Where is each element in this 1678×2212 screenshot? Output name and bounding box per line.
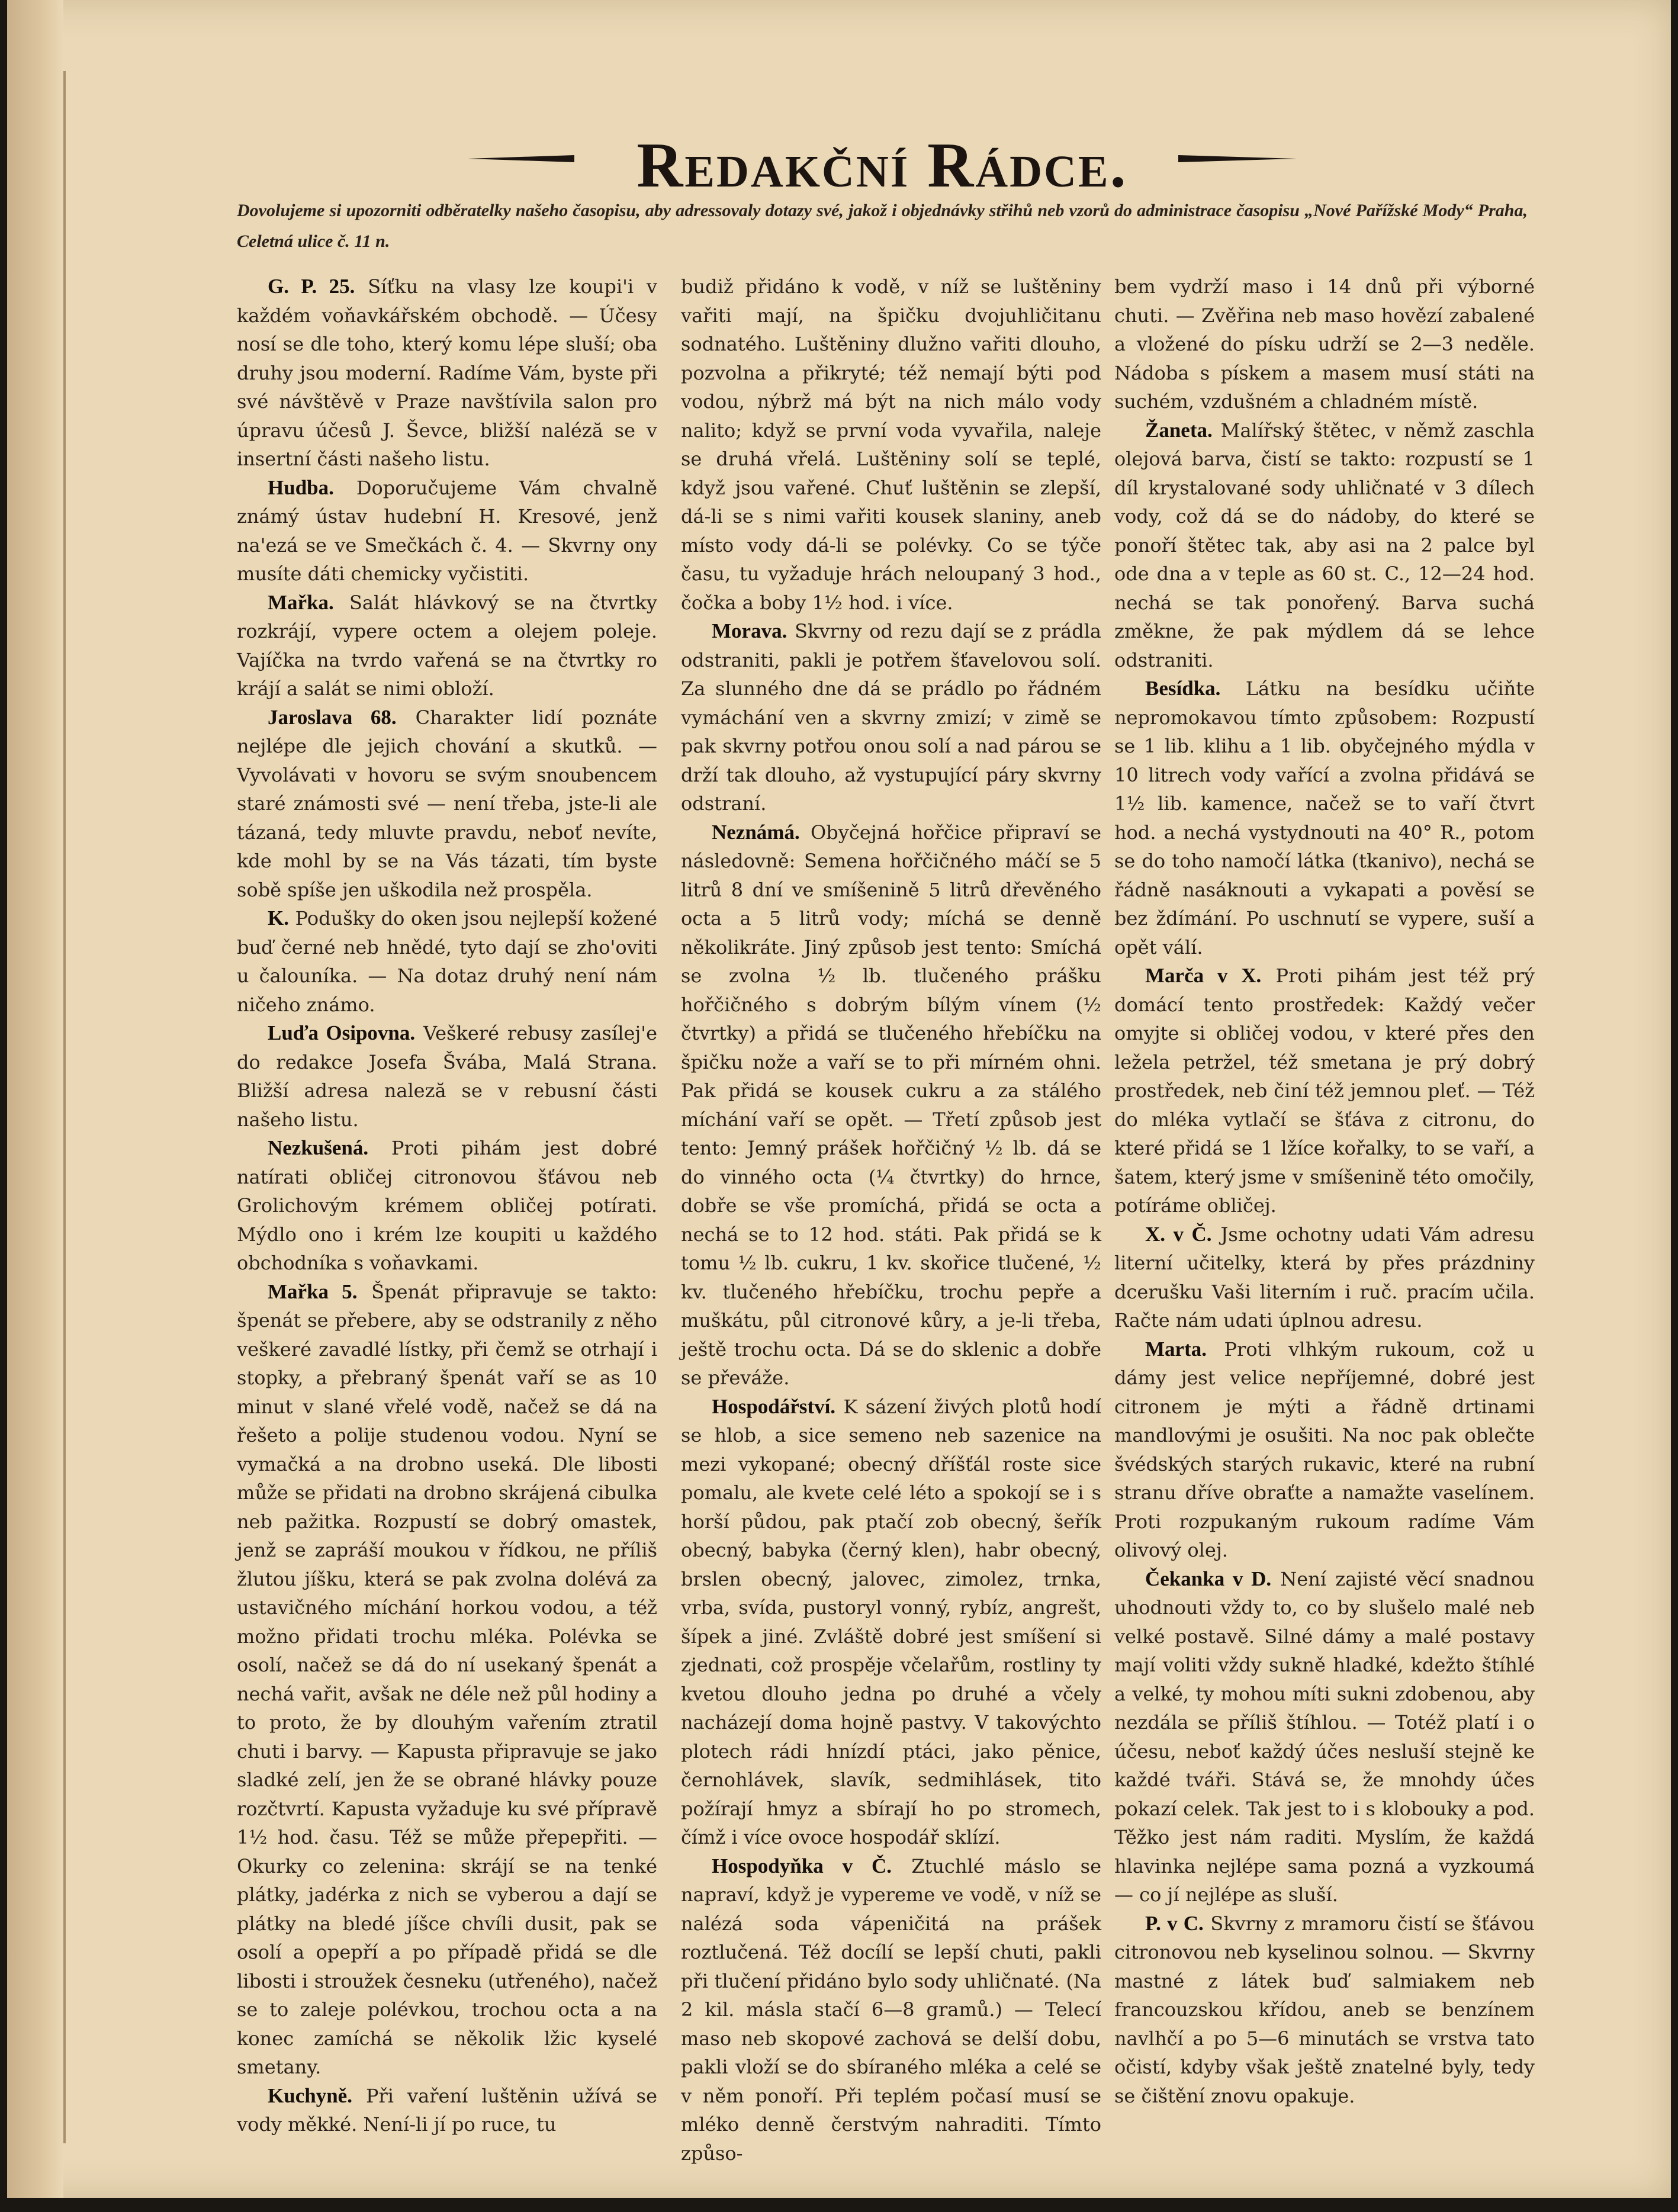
entry-title: P. v C. (1145, 1911, 1204, 1935)
entry-title: Marča v X. (1145, 964, 1262, 987)
entry-title: Čekanka v D. (1145, 1567, 1272, 1590)
column-entry (1114, 272, 1535, 416)
column-entry (681, 1393, 1101, 1852)
entry-title: Nezkušená. (268, 1136, 369, 1159)
entry-text: Malířský štětec, v němž zaschla olejová barva, čistí se takto: rozpustí se 1 díl krystalované sody uhličnaté v 3 dílech vody, což dá se do nádoby, do které se ponoří štětec tak, aby asi na 2 palce byl ode dna a v teple as 60 st. C., 12—24 hod. nechá se tak ponořený. Barva suchá změkne, že pak mýdlem dá se lehce odstraniti. (1114, 419, 1535, 671)
entry-text: Veškeré rebusy zasílej'e do redakce Josefa Švába, Malá Strana. Bližší adresa naleză se v rebusní části našeho listu. (237, 1022, 658, 1131)
column-entry (237, 1019, 657, 1134)
column-entry (237, 589, 657, 703)
spine-edge-line (63, 71, 66, 2143)
entry-text: Jsme ochotny udati Vám adresu literní učitelky, která by přes prázdniny dcerušku Vaši literním i ruč. pracím učila. Račte nám udati úplnou adresu. (1114, 1223, 1535, 1332)
column-entry (681, 617, 1101, 818)
entry-text: Proti pihám jest dobré natírati obličej citronovou šťávou neb Grolichovým krémem obličej potírati. Mýdlo ono i krém lze koupiti u každého obchodníka s voňavkami. (237, 1137, 658, 1274)
entry-title: Mařka 5. (268, 1279, 358, 1303)
entry-title: Marta. (1145, 1337, 1207, 1361)
entry-title: Jaroslava 68. (268, 705, 397, 729)
entry-text: Síťku na vlasy lze koupi'i v každém voňavkářském obchodě. — Účesy nosí se dle toho, který komu lépe sluší; oba druhy jsou moderní. Radíme Vám, byste při své návštěvě v Praze navštívila salon pro úpravu účesů J. Ševce, bližší naléză se v insertní části našeho listu. (237, 275, 658, 470)
column-entry (681, 818, 1101, 1393)
column-entry (681, 1852, 1101, 2168)
entry-text: bem vydrží maso i 14 dnů při výborné chuti. — Zvěřina neb maso hovězí zabalené a vložené do písku udrží se 2—3 neděle. Nádoba s pískem a masem musí státi na suchém, vzdušném a chladném místě. (1114, 275, 1535, 413)
entry-text: Doporučujeme Vám chvalně známý ústav hudební H. Kresové, jenž na'ezá se ve Smečkách č. 4. — Skvrny ony musíte dáti chemicky vyčistiti. (237, 476, 657, 585)
column-entry (237, 474, 657, 589)
subscriber-notice: Dovolujeme si upozorniti odběratelky našeho časopisu, aby adressovaly dotazy své, jakož i objednávky střihů neb vzorů do administrace časopisu „Nové Pařížské Mody“ Praha, Celetná ulice č. 11 n. (237, 201, 1528, 251)
page-title: Redakční Rádce. (637, 130, 1128, 201)
scan-bottom-edge (7, 2198, 1671, 2212)
entry-title: G. P. 25. (268, 275, 355, 298)
entry-text: Obyčejná hořčice připraví se následovně: Semena hořčičného máčí se 5 litrů 8 dní ve smíšenině 5 litrů dřevěného octa a 5 litrů vody; míchá se denně několikráte. Jiný způsob jest tento: Smíchá se zvolna ½ lb. tlučeného prášku hořčičného s dobrým bílým vínem (½ čtvrtky) a přidá se tlučeného hřebíčku na špičku nože a vaří se to při mírném ohni. Pak přidá se kousek cukru a za stálého míchání vaří se opět. — Třetí způsob jest tento: Jemný prášek hořčičný ½ lb. dá se do vinného octa (¼ čtvrtky) do hrnce, dobře se vše promíchá, přidá se octa a nechá se to 12 hod. státi. Pak přidá se k tomu ½ lb. cukru, 1 kv. skořice tlučené, ½ kv. tlučeného hřebíčku, trochu pepře a muškátu, půl citronové kůry, a je-li třeba, ještě trochu octa. Dá se do sklenic a dobře se převáže. (681, 821, 1102, 1389)
entry-title: Luďa Osipovna. (268, 1021, 416, 1044)
entry-text: Salát hlávkový se na čtvrtky rozkrájí, vypere octem a olejem poleje. Vajíčka na tvrdo vařená se na čtvrtky ro krájí a salát se nimi obloží. (237, 591, 658, 700)
column-entry (1114, 1335, 1535, 1565)
column-entry (1114, 1909, 1535, 2111)
column-entry (681, 272, 1101, 617)
column-entry (237, 2082, 657, 2139)
column-entry (237, 703, 657, 905)
text-column-3 (1114, 272, 1535, 2131)
entry-text: Podušky do oken jsou nejlepší kožené buď černé neb hnědé, tyto dají se zho'oviti u čalouníka. — Na dotaz druhý není nám ničeho známo. (237, 907, 658, 1016)
entry-text: K sázení živých plotů hodí se hlob, a sice semeno neb sazenice na mezi vykopané; obecný dříšťál roste sice pomalu, ale kvete celé léto a spokojí se i s horší půdou, pak ptačí zob obecný, šeřík obecný, babyka (černý klen), habr obecný, brslen obecný, jalovec, zimolez, trnka, vrba, svída, pustoryl vonný, rybíz, angrešt, šípek a jiné. Zvláště dobré jest smíšení si zjednati, což prospěje včelařům, rostliny ty kvetou dlouho jedna po druhé a včely nacházejí doma hojně pastvy. V takovýchto plotech rádi hnízdí ptáci, jako pěnice, černohlávek, slavík, sedmihlásek, tito požírají hmyz a sbírají ho po stromech, čímž i více ovoce hospodář sklízí. (681, 1395, 1102, 1848)
entry-title: Žaneta. (1145, 418, 1213, 442)
page-spine (7, 0, 63, 2198)
column-entry (1114, 1565, 1535, 1909)
entry-title: Morava. (712, 619, 787, 642)
entry-title: Mařka. (268, 590, 334, 614)
entry-text: budiž přidáno k vodě, v níž se luštěniny vařiti mají, na špičku dvojuhličitanu sodnatého. Luštěniny dlužno vařiti dlouho, pozvolna a přikryté; též nemají býti pod vodou, nýbrž má být na nich málo vody nalito; když se první voda vyvařila, naleje se druhá vřelá. Luštěniny solí se teplé, když jsou vařené. Chuť luštěnin se zlepší, dá-li se s nimi vařiti kousek slaniny, aneb místo vody dá-li se polévky. Co se týče času, tu vyžaduje hrách neloupaný 3 hod., čočka a boby 1½ hod. i více. (681, 275, 1101, 614)
column-entry (237, 1278, 657, 2082)
entry-text: Skvrny z mramoru čistí se šťávou citronovou neb kyselinou solnou. — Skvrny mastné z látek buď salmiakem neb francouzskou křídou, aneb se benzínem navlhčí a po 5—6 minutách se vrstva tato očistí, kdyby však ještě znatelné byly, tedy se čištění znovu opakuje. (1114, 1912, 1535, 2107)
entry-title: Hospodyňka v Č. (712, 1854, 892, 1877)
column-entry (237, 1134, 657, 1278)
entry-text: Ztuchlé máslo se napraví, když je vypereme ve vodě, v níž se nalézá soda vápeničitá na prášek roztlučená. Též docílí se lepší chuti, pakli při tlučení přidáno bylo sody uhličnaté. (Na 2 kil. másla stačí 6—8 gramů.) — Telecí maso neb skopové zachová se delší dobu, pakli vloží se do sbíraného mléka a celé se v něm ponoří. Při teplém počasí musí se mléko denně čerstvým nahraditi. Tímto způso- (681, 1854, 1102, 2165)
entry-title: K. (268, 906, 289, 930)
entry-title: Hospodářství. (712, 1394, 836, 1418)
entry-text: Skvrny od rezu dají se z prádla odstraniti, pakli je potřem šťavelovou solí. Za slunného dne dá se prádlo po řádném vymáchání ven a skvrny zmizí; v zimě se pak skvrny potřou onou solí a nad párou se drží tak dlouho, až vystupující páry skvrny odstraní. (681, 620, 1101, 815)
column-entry (1114, 962, 1535, 1220)
entry-text: Charakter lidí poznáte nejlépe dle jejich chování a skutků. — Vyvolávati v hovoru se svým snoubencem staré známosti své — není třeba, jste-li ale tázaná, tedy mluvte pravdu, neboť nevíte, kde mohl by se na Vás tázati, tím byste sobě spíše jen uškodila než prospěla. (237, 706, 658, 901)
entry-text: Látku na besídku učiňte nepromokavou tímto způsobem: Rozpustí se 1 lib. klihu a 1 lib. obyčejného mýdla v 10 litrech vody vařící a zvolna přidává se 1½ lib. kamence, načež se to vaří čtvrt hod. a nechá vystydnouti na 40° R., potom se do toho namočí látka (tkanivo), nechá se řádně nasáknouti a vykapati a pověsí se bez ždímání. Po uschnutí se vypere, suší a opět válí. (1114, 677, 1535, 959)
entry-text: Proti pihám jest též prý domácí tento prostředek: Každý večer omyjte si obličej vodou, v které přes den ležela petržel, též smetana je prý dobrý prostředek, neb činí též jemnou pleť. — Též do mléka vytlačí se šťáva z citronu, do které přidá se 1 lžíce kořalky, to se vaří, a šatem, který jsme v smíšenině této omočily, potíráme obličej. (1114, 964, 1535, 1217)
entry-title: Kuchyně. (268, 2084, 352, 2107)
entry-title: X. v Č. (1145, 1222, 1212, 1246)
entry-title: Besídka. (1145, 677, 1221, 700)
column-entry (237, 272, 657, 474)
text-column-1 (237, 272, 658, 2136)
entry-title: Neznámá. (712, 820, 800, 844)
column-entry (1114, 1220, 1535, 1335)
column-entry (237, 904, 657, 1019)
entry-text: Špenát připravuje se takto: špenát se přebere, aby se odstranily z něho veškeré zavadlé lístky, při čemž se otrhají i stopky, a přebraný špenát vaří se as 10 minut v slané vřelé vodě, načež se dá na řešeto a polije studenou vodou. Nyní se vymačká a na drobno useká. Dle libosti může se přidati na drobno skrájená cibulka neb pažitka. Rozpustí se dobrý omastek, jenž se zapráší moukou v řídkou, ne příliš žlutou jíšku, která se pak zvolna dolévá za ustavičného míchání horkou vodou, a též možno přidati trochu mléka. Polévka se osolí, načež se dá do ní usekaný špenát a nechá vařit, avšak ne déle než půl hodiny a to proto, že by dlouhým vařením ztratil chuti i barvy. — Kapusta připravuje se jako sladké zelí, jen že se obrané hlávky pouze rozčtvrtí. Kapusta vyžaduje ku své přípravě 1½ hod. času. Též se může přepepřiti. — Okurky co zelenina: skrájí se na tenké plátky, jadérka z nich se vyberou a dají se plátky na bledé jíšce chvíli dusit, pak se osolí a opepří a po případě přidá se dle libosti i stroužek česneku (utřeného), načež se to zaleje polévkou, trochou octa a na konec zamíchá se několik lžic kyselé smetany. (237, 1280, 658, 2078)
column-entry (1114, 674, 1535, 962)
column-entry (1114, 416, 1535, 675)
text-column-2 (681, 272, 1102, 2165)
entry-text: Není zajisté věcí snadnou uhodnouti vždy to, co by slušelo malé neb velké postavě. Silné dámy a malé postavy mají voliti vždy sukně hladké, kdežto štíhlé a velké, ty mohou míti sukni zdobenou, aby nezdála se příliš štíhlou. — Totéž platí i o účesu, neboť každý účes nesluší stejně ke každé tváři. Stává se, že mnohdy účes pokazí celek. Tak jest to i s klobouky a pod. Těžko jest nám raditi. Myslím, že každá hlavinka nejlépe sama pozná a vyzkoumá — co jí nejlépe as sluší. (1114, 1567, 1535, 1906)
entry-title: Hudba. (268, 475, 334, 499)
entry-text: Při vaření luštěnin užívá se vody měkké. Není-li jí po ruce, tu (237, 2084, 658, 2136)
entry-text: Proti vlhkým rukoum, což u dámy jest velice nepříjemné, dobré jest citronem je mýti a řádně drtinami mandlovými je osušiti. Na noc pak oblečte švédských starých rukavic, které na rubní stranu dříve obraťte a namažte vaselínem. Proti rozpukaným rukoum radíme Vám olivový olej. (1114, 1338, 1535, 1561)
